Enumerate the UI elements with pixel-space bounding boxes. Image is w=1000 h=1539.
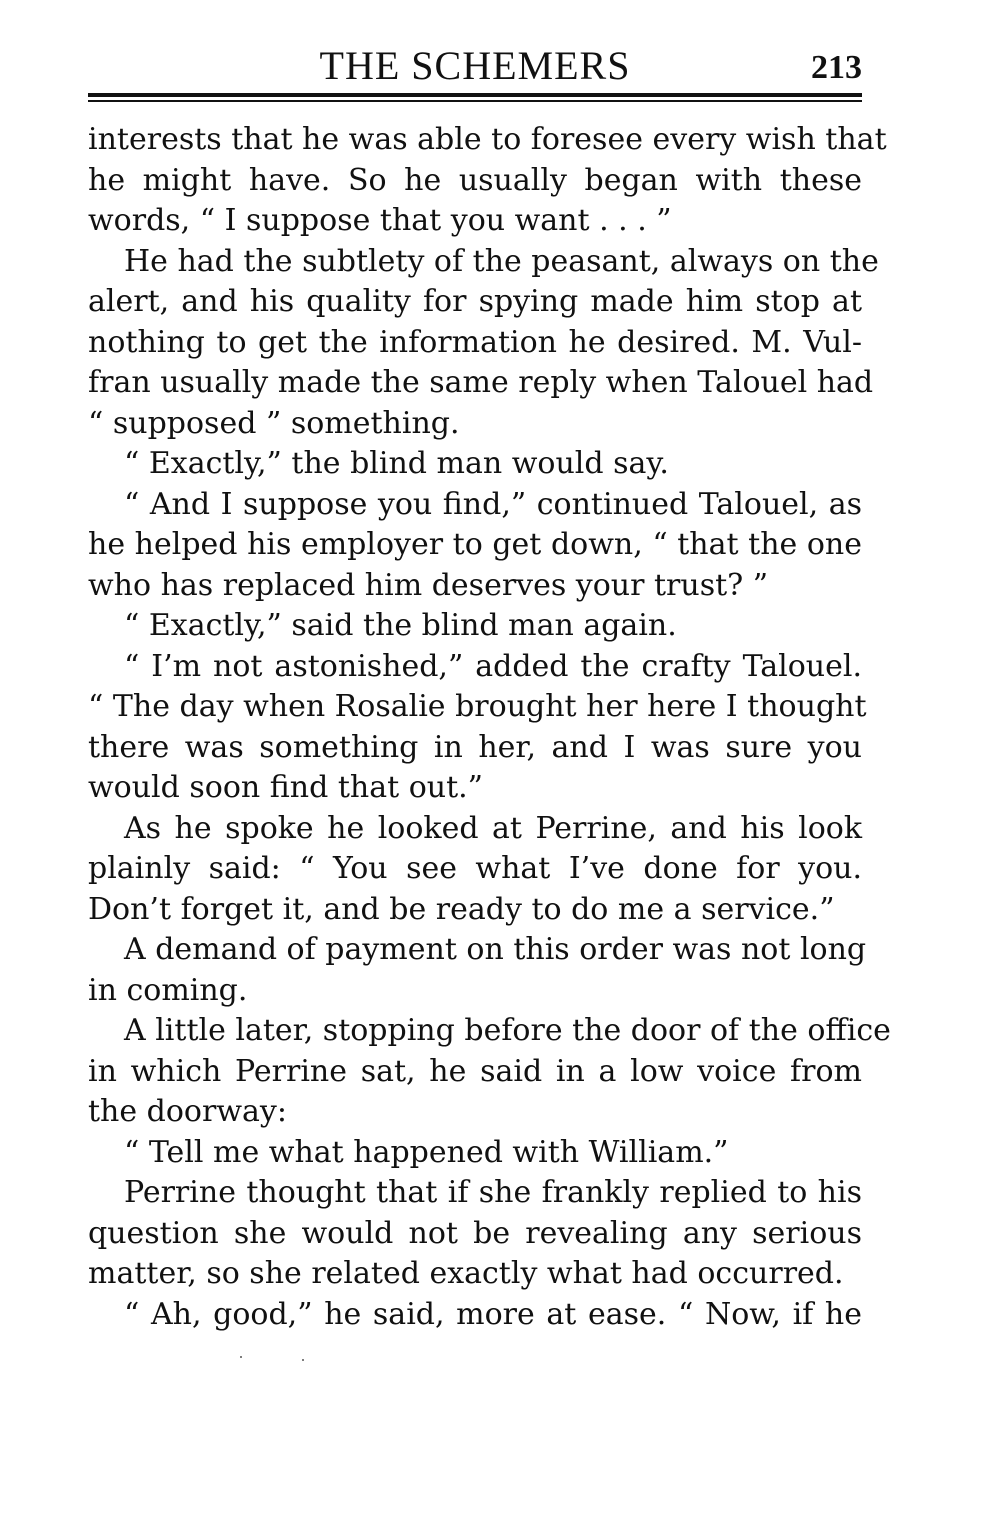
text-line: the doorway: — [88, 1094, 287, 1129]
body-text — [88, 120, 891, 1335]
text-line: in which Perrine sat, he said in a low voice from — [88, 1053, 862, 1089]
text-line: “ I’m not astonished,” added the crafty Talouel. — [124, 648, 862, 684]
text-line: in coming. — [88, 972, 248, 1008]
text-line: “ Exactly,” the blind man would say. — [124, 446, 669, 481]
speck — [302, 1359, 304, 1361]
text-line: As he spoke he looked at Perrine, and his look — [124, 810, 862, 846]
text-line: “ The day when Rosalie brought her here I thought — [88, 689, 867, 724]
text-line: A demand of payment on this order was not long — [124, 932, 867, 967]
header-rule-thin — [88, 100, 862, 102]
text-line: who has replaced him deserves your trust? ” — [88, 567, 769, 603]
text-line: words, “ I suppose that you want . . . ” — [88, 203, 672, 238]
text-line: “ Tell me what happened with William.” — [124, 1134, 729, 1170]
text-line: would soon find that out.” — [88, 770, 484, 805]
text-line: “ Ah, good,” he said, more at ease. “ Now, if he — [124, 1296, 862, 1332]
speck — [240, 1356, 242, 1358]
text-line: plainly said: “ You see what I’ve done for you. — [88, 851, 862, 886]
running-title: THE SCHEMERS — [319, 43, 631, 88]
text-line: question she would not be revealing any serious — [88, 1215, 862, 1251]
text-line: there was something in her, and I was sure you — [88, 729, 862, 765]
text-line: alert, and his quality for spying made him stop at — [88, 284, 862, 319]
text-line: Perrine thought that if she frankly replied to his — [124, 1175, 862, 1210]
text-line: fran usually made the same reply when Talouel had — [88, 365, 874, 400]
text-line: matter, so she related exactly what had occurred. — [88, 1256, 844, 1291]
text-line: nothing to get the information he desired. M. Vul- — [88, 324, 862, 360]
text-line: Don’t forget it, and be ready to do me a service.” — [88, 891, 835, 927]
text-line: he might have. So he usually began with these — [88, 162, 862, 198]
header-rule-thick — [88, 93, 862, 97]
text-line: He had the subtlety of the peasant, always on the — [124, 243, 879, 279]
text-line: “ Exactly,” said the blind man again. — [124, 608, 677, 643]
page-number: 213 — [811, 49, 862, 86]
text-line: interests that he was able to foresee every wish that — [88, 122, 887, 157]
text-line: he helped his employer to get down, “ that the one — [88, 527, 862, 562]
text-line: A little later, stopping before the door of the office — [124, 1013, 891, 1048]
text-line: “ supposed ” something. — [88, 405, 460, 441]
page-header — [88, 42, 862, 90]
print-specks — [236, 1356, 316, 1362]
text-line: “ And I suppose you find,” continued Talouel, as — [124, 486, 862, 522]
